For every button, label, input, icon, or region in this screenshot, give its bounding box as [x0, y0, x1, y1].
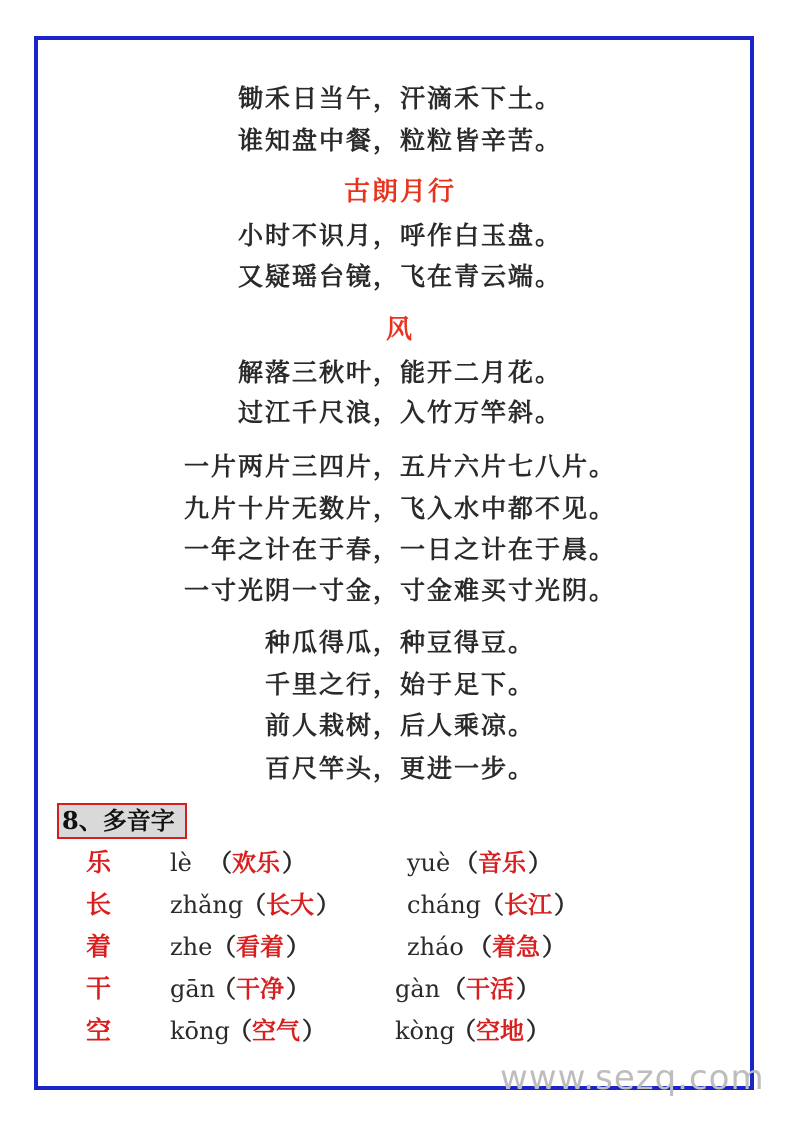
- verse-line-4: 一寸光阴一寸金，寸金难买寸光阴。: [183, 576, 616, 605]
- paren-close: ）: [528, 848, 552, 877]
- poem-3-line-1: 解落三秋叶，能开二月花。: [237, 358, 562, 387]
- pinyin-2: yuè: [407, 849, 451, 877]
- example-word-1: 空气: [252, 1016, 300, 1045]
- example-word-2: 着急: [492, 932, 540, 961]
- polyphone-char: 着: [86, 932, 112, 961]
- watermark: www.sezq.com: [500, 1058, 765, 1098]
- section-header-polyphones: 8、多音字: [57, 803, 187, 839]
- paren-close: ）: [286, 974, 310, 1003]
- proverb-line-3: 前人栽树，后人乘凉。: [264, 711, 535, 740]
- poem-3-line-2: 过江千尺浪，入竹万竿斜。: [237, 398, 562, 427]
- pinyin-2: cháng: [407, 891, 482, 919]
- polyphone-row: [0, 847, 800, 879]
- paren-open: （: [452, 1016, 476, 1045]
- pinyin-1: gān: [170, 975, 216, 1003]
- polyphone-row: [0, 973, 800, 1005]
- paren-close: ）: [516, 974, 540, 1003]
- pinyin-1: kōng: [170, 1017, 230, 1045]
- pinyin-1: zhe: [170, 933, 213, 961]
- poem-1-line-1: 锄禾日当午，汗滴禾下土。: [237, 84, 562, 113]
- poem-1-line-2: 谁知盘中餐，粒粒皆辛苦。: [237, 126, 562, 155]
- example-word-2: 干活: [466, 974, 514, 1003]
- poem-2-line-1: 小时不识月，呼作白玉盘。: [237, 221, 562, 250]
- proverb-line-2: 千里之行，始于足下。: [264, 670, 535, 699]
- poem-2-line-2: 又疑瑶台镜，飞在青云端。: [237, 262, 562, 291]
- paren-close: ）: [302, 1016, 326, 1045]
- paren-open: （: [480, 890, 504, 919]
- verse-line-3: 一年之计在于春，一日之计在于晨。: [183, 535, 616, 564]
- paren-open: （: [208, 848, 232, 877]
- example-word-1: 看着: [236, 932, 284, 961]
- polyphone-row: [0, 931, 800, 963]
- pinyin-2: kòng: [395, 1017, 455, 1045]
- polyphone-char: 乐: [86, 848, 112, 877]
- polyphone-char: 空: [86, 1016, 112, 1045]
- pinyin-1: lè: [170, 849, 192, 877]
- paren-open: （: [228, 1016, 252, 1045]
- paren-open: （: [454, 848, 478, 877]
- example-word-2: 空地: [476, 1016, 524, 1045]
- polyphone-char: 干: [86, 974, 112, 1003]
- verse-line-2: 九片十片无数片，飞入水中都不见。: [183, 494, 616, 523]
- paren-open: （: [212, 974, 236, 1003]
- paren-close: ）: [526, 1016, 550, 1045]
- polyphone-char: 长: [86, 890, 112, 919]
- paren-open: （: [212, 932, 236, 961]
- polyphone-row: [0, 889, 800, 921]
- paren-close: ）: [554, 890, 578, 919]
- example-word-1: 欢乐: [232, 848, 280, 877]
- example-word-1: 长大: [266, 890, 314, 919]
- paren-close: ）: [316, 890, 340, 919]
- paren-open: （: [442, 974, 466, 1003]
- proverb-line-4: 百尺竿头，更进一步。: [264, 754, 535, 783]
- poem-2-title: 古朗月行: [343, 177, 456, 207]
- example-word-2: 音乐: [478, 848, 526, 877]
- pinyin-2: gàn: [395, 975, 441, 1003]
- paren-open: （: [242, 890, 266, 919]
- polyphone-row: [0, 1015, 800, 1047]
- proverb-line-1: 种瓜得瓜，种豆得豆。: [264, 628, 535, 657]
- pinyin-1: zhǎng: [170, 891, 244, 919]
- pinyin-2: zháo: [407, 933, 464, 961]
- example-word-1: 干净: [236, 974, 284, 1003]
- paren-open: （: [468, 932, 492, 961]
- poem-3-title: 风: [385, 315, 414, 345]
- paren-close: ）: [542, 932, 566, 961]
- example-word-2: 长江: [504, 890, 552, 919]
- paren-close: ）: [282, 848, 306, 877]
- paren-close: ）: [286, 932, 310, 961]
- verse-line-1: 一片两片三四片，五片六片七八片。: [183, 452, 616, 481]
